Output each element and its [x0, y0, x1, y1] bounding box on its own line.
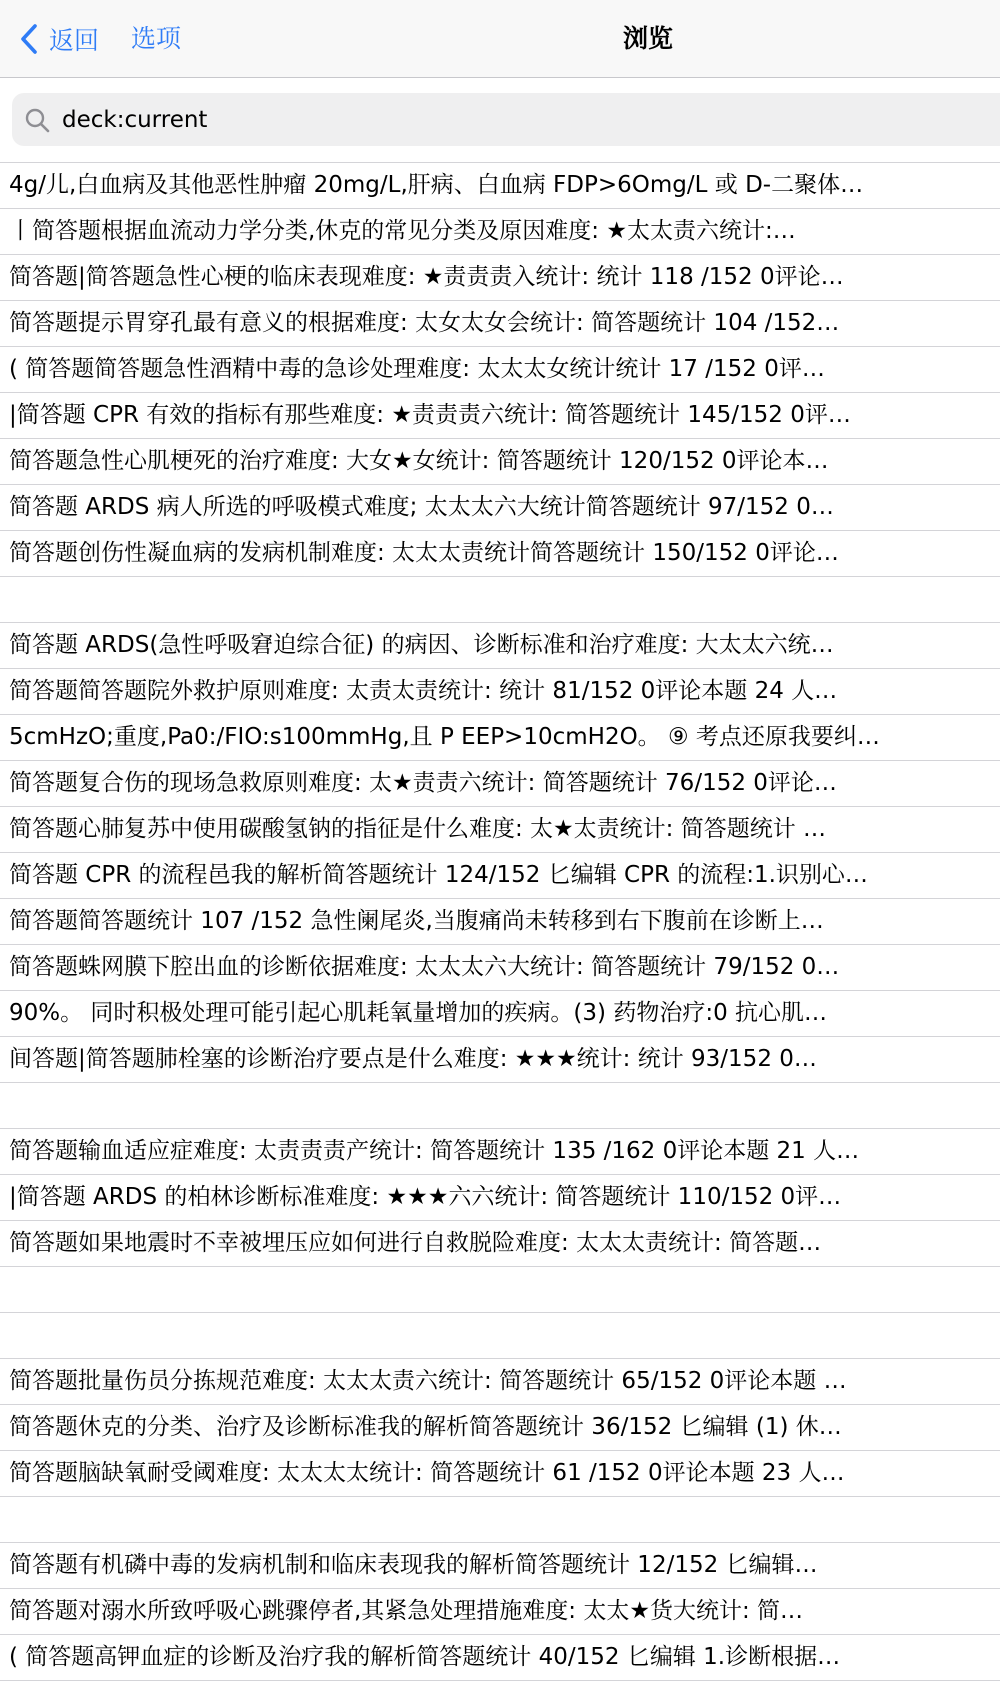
- options-button[interactable]: 选项: [131, 24, 182, 53]
- card-row[interactable]: 间答题|简答题肺栓塞的诊断治疗要点是什么难度: ★★★统计: 统计 93/152 0…: [0, 1037, 1000, 1083]
- card-row[interactable]: |简答题 ARDS 的柏林诊断标准难度: ★★★六六统计: 简答题统计 110/152 0评…: [0, 1175, 1000, 1221]
- card-row[interactable]: 丨简答题根据血流动力学分类,休克的常见分类及原因难度: ★太太责六统计:…: [0, 209, 1000, 255]
- card-row[interactable]: 简答题急性心肌梗死的治疗难度: 大女★女统计: 简答题统计 120/152 0评论本…: [0, 439, 1000, 485]
- card-row[interactable]: 简答题对溺水所致呼吸心跳骤停者,其紧急处理措施难度: 太太★货大统计: 简…: [0, 1589, 1000, 1635]
- card-row[interactable]: 简答题 CPR 的流程邑我的解析简答题统计 124/152 匕编辑 CPR 的流程:1.识别心…: [0, 853, 1000, 899]
- card-row[interactable]: [0, 1083, 1000, 1129]
- card-row[interactable]: 简答题简答题院外救护原则难度: 太责太责统计: 统计 81/152 0评论本题 24 人…: [0, 669, 1000, 715]
- card-row[interactable]: [0, 1497, 1000, 1543]
- card-row[interactable]: 简答题批量伤员分拣规范难度: 太太太责六统计: 简答题统计 65/152 0评论本题 …: [0, 1359, 1000, 1405]
- card-row[interactable]: 5cmHzO;重度,Pa0:/FIO:s100mmHg,且 P EEP>10cmH2O。 ⑨ 考点还原我要纠…: [0, 715, 1000, 761]
- navigation-bar: [0, 0, 1000, 78]
- card-row[interactable]: |简答题 CPR 有效的指标有那些难度: ★责责责六统计: 简答题统计 145/152 0评…: [0, 393, 1000, 439]
- card-row[interactable]: 简答题蛛网膜下腔出血的诊断依据难度: 太太太六大统计: 简答题统计 79/152 0…: [0, 945, 1000, 991]
- search-input[interactable]: [62, 107, 962, 133]
- card-row[interactable]: 简答题简答题统计 107 /152 急性阑尾炎,当腹痛尚未转移到右下腹前在诊断上…: [0, 899, 1000, 945]
- card-row[interactable]: [0, 1267, 1000, 1313]
- card-row[interactable]: [0, 577, 1000, 623]
- search-icon: [24, 107, 50, 133]
- page-title: 浏览: [622, 24, 673, 53]
- card-row[interactable]: 简答题提示胃穿孔最有意义的根据难度: 太女太女会统计: 简答题统计 104 /152…: [0, 301, 1000, 347]
- card-row[interactable]: ( 简答题简答题急性酒精中毒的急诊处理难度: 太太太女统计统计 17 /152 0评…: [0, 347, 1000, 393]
- card-row[interactable]: [0, 1313, 1000, 1359]
- back-button-label: 返回: [49, 26, 100, 55]
- card-row[interactable]: 简答题有机磷中毒的发病机制和临床表现我的解析简答题统计 12/152 匕编辑…: [0, 1543, 1000, 1589]
- card-row[interactable]: 简答题 ARDS(急性呼吸窘迫综合征) 的病因、诊断标准和治疗难度: 大太太六统…: [0, 623, 1000, 669]
- search-bar[interactable]: [12, 93, 1000, 146]
- card-row[interactable]: 90%。 同时积极处理可能引起心肌耗氧量增加的疾病。(3) 药物治疗:0 抗心肌…: [0, 991, 1000, 1037]
- card-row[interactable]: 简答题复合伤的现场急救原则难度: 太★责责六统计: 简答题统计 76/152 0评论…: [0, 761, 1000, 807]
- card-row[interactable]: 4g/儿,白血病及其他恶性肿瘤 20mg/L,肝病、白血病 FDP>6Omg/L 或 D-二聚体…: [0, 163, 1000, 209]
- card-row[interactable]: 简答题如果地震时不幸被埋压应如何进行自救脱险难度: 太太太责统计: 简答题…: [0, 1221, 1000, 1267]
- card-row[interactable]: 简答题|简答题急性心梗的临床表现难度: ★责责责入统计: 统计 118 /152 0评论…: [0, 255, 1000, 301]
- card-row[interactable]: 简答题休克的分类、治疗及诊断标准我的解析简答题统计 36/152 匕编辑 (1) 休…: [0, 1405, 1000, 1451]
- card-row[interactable]: 简答题输血适应症难度: 太责责责产统计: 简答题统计 135 /162 0评论本题 21 人…: [0, 1129, 1000, 1175]
- back-button[interactable]: [18, 20, 99, 58]
- card-row[interactable]: ( 简答题高钾血症的诊断及治疗我的解析简答题统计 40/152 匕编辑 1.诊断根据…: [0, 1635, 1000, 1681]
- card-list: [0, 162, 1000, 1681]
- chevron-left-icon: [18, 23, 40, 55]
- card-row[interactable]: 简答题 ARDS 病人所选的呼吸模式难度; 太太太六大统计简答题统计 97/152 0…: [0, 485, 1000, 531]
- card-row[interactable]: 简答题心肺复苏中使用碳酸氢钠的指征是什么难度: 太★太责统计: 简答题统计 …: [0, 807, 1000, 853]
- card-row[interactable]: 简答题脑缺氧耐受阈难度: 太太太太统计: 简答题统计 61 /152 0评论本题 23 人…: [0, 1451, 1000, 1497]
- card-row[interactable]: 简答题创伤性凝血病的发病机制难度: 太太太责统计简答题统计 150/152 0评论…: [0, 531, 1000, 577]
